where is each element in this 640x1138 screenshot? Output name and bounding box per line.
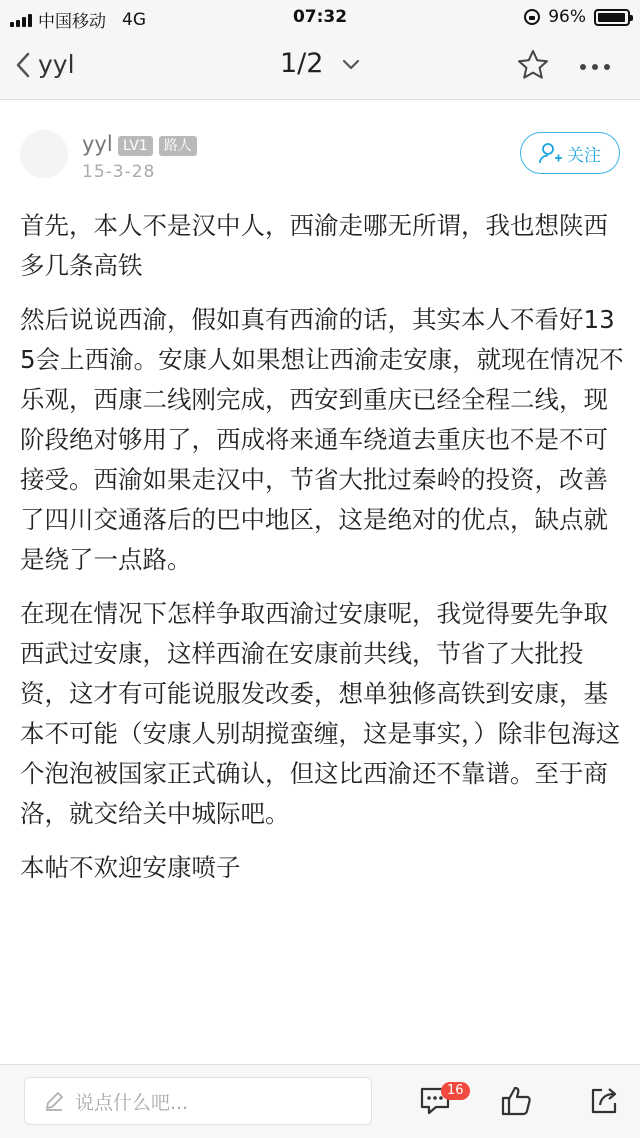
follow-label: 关注 [567, 145, 601, 166]
share-icon[interactable] [588, 1085, 620, 1117]
battery-percent: 96% [548, 7, 586, 27]
status-time: 07:32 [292, 7, 348, 27]
comment-count-badge: 16 [441, 1082, 470, 1100]
follow-button[interactable] [520, 132, 620, 174]
more-icon[interactable] [580, 64, 610, 70]
carrier-name: 中国移动 [38, 12, 106, 32]
nav-bar [0, 34, 640, 100]
title-badge: 路人 [159, 136, 197, 156]
bottom-bar [0, 1064, 640, 1138]
avatar[interactable] [20, 130, 68, 178]
comment-input[interactable] [24, 1077, 372, 1125]
post-content [20, 206, 624, 902]
network-type: 4G [122, 9, 146, 30]
user-badges [118, 136, 197, 156]
post-paragraph: 本帖不欢迎安康喷子 [20, 853, 241, 882]
orientation-lock-icon [524, 9, 540, 25]
star-icon[interactable] [516, 48, 550, 82]
page-indicator: 1/2 [279, 48, 324, 79]
author-row [20, 128, 620, 188]
comment-placeholder: 说点什么吧... [75, 1091, 189, 1114]
status-bar [0, 0, 640, 34]
chevron-down-icon [342, 59, 360, 71]
post-date: 15-3-28 [82, 162, 156, 182]
status-right [524, 7, 630, 27]
author-name[interactable]: yyl [82, 132, 113, 156]
level-badge: LV1 [118, 136, 153, 156]
post-paragraph: 然后说说西渝，假如真有西渝的话，其实本人不看好135会上西渝。安康人如果想让西渝走安康，就现在情况不乐观，西康二线刚完成，西安到重庆已经全程二线，现阶段绝对够用了，西成将来通车绕道去重庆也不是不可接受。西渝如果走汉中，节省大批过秦岭的投资，改善了四川交通落后的巴中地区，这是绝对的优点，缺点就是绕了一点路。 [20, 305, 624, 574]
back-label: yyl [38, 50, 75, 79]
add-user-icon [539, 142, 563, 164]
post-paragraph: 在现在情况下怎样争取西渝过安康呢，我觉得要先争取西武过安康，这样西渝在安康前共线，节省了大批投资，这才有可能说服发改委，想单独修高铁到安康，基本不可能（安康人别胡搅蛮缠，这是事实，）除非包海这个泡泡被国家正式确认，但这比西渝还不靠谱。至于商洛，就交给关中城际吧。 [20, 599, 621, 828]
post-paragraph: 首先，本人不是汉中人，西渝走哪无所谓，我也想陕西多几条高铁 [20, 211, 608, 280]
pencil-icon [43, 1090, 65, 1112]
battery-icon [594, 9, 630, 26]
thumbs-up-icon[interactable] [500, 1085, 534, 1117]
